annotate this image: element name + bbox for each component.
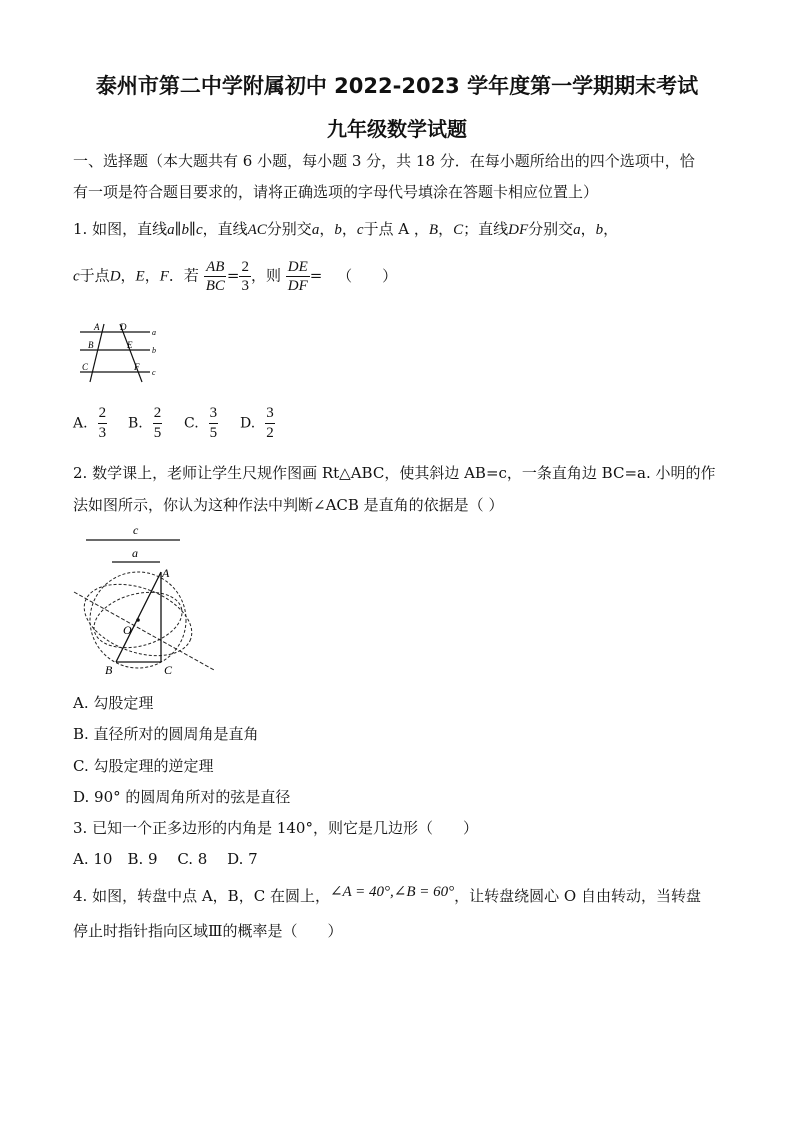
point-label: A: [94, 322, 100, 332]
q1-text: ，: [438, 220, 454, 238]
option-letter: D.: [240, 415, 256, 432]
q1-text: ，则: [250, 266, 281, 285]
q2-line2: 法如图所示，你认为这种作法中判断∠ACB 是直角的依据是（ ）: [73, 496, 504, 514]
fraction-numerator: 2: [153, 404, 163, 424]
point-label: C: [164, 663, 173, 677]
segment-label: a: [132, 546, 138, 560]
point-label: C: [82, 362, 89, 372]
option-fraction: [98, 404, 108, 443]
q1-parallel: a∥b∥c: [167, 222, 203, 238]
option-letter: C.: [184, 415, 199, 432]
q1-var: C: [453, 222, 464, 238]
q1-text: 1. 如图，直线: [73, 220, 168, 238]
q1-line2: [73, 258, 397, 295]
q1-var: b: [595, 222, 604, 238]
q1-text: ，: [341, 220, 357, 238]
q1-text: ．若: [168, 266, 199, 285]
section-instruction-line1: 一、选择题（本大题共有 6 小题，每小题 3 分，共 18 分．在每小题所给出的四个选项中，恰: [73, 152, 695, 170]
q3-question: 3. 已知一个正多边形的内角是 140°，则它是几边形（ ）: [73, 819, 478, 837]
q1-var: b: [334, 222, 342, 238]
fraction-numerator: 3: [209, 404, 219, 424]
q1-ratio-value: [239, 258, 251, 295]
q2-option-b[interactable]: B. 直径所对的圆周角是直角: [73, 725, 259, 743]
fraction-denominator: 3: [98, 425, 107, 441]
q1-text: 于点: [79, 266, 110, 285]
q3-options[interactable]: A. 10 B. 9 C. 8 D. 7: [73, 850, 258, 868]
fraction-denominator: 3: [241, 278, 249, 294]
q1-var: F: [159, 268, 169, 285]
q1-ratio-de-df: [286, 258, 310, 295]
q4-text: 4. 如图，转盘中点 A，B，C 在圆上，: [73, 887, 330, 905]
q1-line-df: DF: [508, 222, 529, 238]
q1-parallel-lines-figure: [78, 318, 158, 388]
fraction-denominator: 2: [266, 425, 274, 441]
q1-var: c: [356, 222, 364, 238]
q1-ratio-ab-bc: [204, 258, 227, 295]
option-fraction: [265, 404, 275, 443]
q1-option-c[interactable]: [184, 404, 218, 443]
q1-var: B: [428, 222, 439, 238]
q1-var: c: [73, 268, 80, 285]
section-instruction-line2: 有一项是符合题目要求的，请将正确选项的字母代号填涂在答题卡相应位置上）: [73, 183, 599, 201]
option-fraction: [153, 404, 163, 443]
line-label: b: [152, 346, 156, 355]
segment-label: c: [133, 523, 139, 537]
q1-text: ，: [144, 266, 160, 285]
option-fraction: [209, 404, 219, 443]
q2-option-c[interactable]: C. 勾股定理的逆定理: [73, 757, 214, 775]
fraction-numerator: 3: [265, 404, 275, 424]
q1-var: E: [135, 268, 145, 285]
point-label: O: [123, 623, 132, 637]
q1-text: ，直线: [202, 220, 248, 238]
exam-title: 泰州市第二中学附属初中 2022-2023 学年度第一学期期末考试: [95, 74, 699, 98]
q1-text: ，: [120, 266, 136, 285]
q1-option-b[interactable]: [128, 404, 162, 443]
q4-line1: [73, 885, 701, 906]
point-label: E: [127, 340, 133, 350]
q1-text: 于点 A ，: [363, 220, 429, 238]
q1-var: D: [109, 268, 121, 285]
q1-text: 分别交: [266, 220, 312, 238]
option-letter: B.: [128, 415, 143, 432]
equals-sign: =: [309, 266, 323, 285]
q1-text: ，: [580, 220, 596, 238]
fraction-numerator: 2: [241, 259, 249, 275]
option-letter: A.: [73, 415, 88, 432]
q4-line2: 停止时指针指向区域Ⅲ的概率是（ ）: [73, 922, 343, 940]
fraction-numerator: 2: [98, 404, 108, 424]
fraction-numerator: DE: [287, 259, 308, 275]
q2-option-a[interactable]: A. 勾股定理: [73, 694, 154, 712]
q2-line1: 2. 数学课上，老师让学生尺规作图画 Rt△ABC，使其斜边 AB=c，一条直角边 BC=a. 小明的作: [73, 464, 716, 482]
q1-option-a[interactable]: [73, 404, 107, 443]
point-label: A: [162, 566, 170, 580]
equals-sign: =: [226, 266, 240, 285]
q1-var: a: [311, 222, 320, 238]
q1-var: a: [573, 222, 581, 238]
q1-option-d[interactable]: [240, 404, 275, 443]
point-label: B: [88, 340, 94, 350]
point-label: F: [134, 362, 140, 372]
q1-text: ，: [603, 220, 619, 238]
q1-text: ；直线: [463, 220, 509, 238]
point-label: B: [105, 663, 113, 677]
q1-text: 分别交: [528, 220, 574, 238]
q1-text: ，: [319, 220, 335, 238]
point-label: D: [120, 322, 127, 332]
line-label: a: [152, 328, 156, 337]
q2-construction-figure: [72, 520, 217, 678]
answer-blank: （ ）: [337, 266, 398, 285]
fraction-denominator: BC: [205, 278, 225, 294]
fraction-denominator: 5: [209, 425, 218, 441]
fraction-denominator: 5: [153, 425, 162, 441]
q1-line-ac: AC: [247, 222, 267, 238]
fraction-denominator: DF: [287, 278, 308, 294]
q2-option-d[interactable]: D. 90° 的圆周角所对的弦是直径: [73, 788, 291, 806]
line-label: c: [152, 368, 156, 377]
exam-subtitle: 九年级数学试题: [327, 117, 467, 141]
fraction-numerator: AB: [206, 259, 225, 275]
q4-angle-formula: ∠A = 40°,∠B = 60°: [329, 884, 455, 900]
q1-line1: [73, 218, 618, 239]
q4-text: ，让转盘绕圆心 O 自由转动，当转盘: [454, 887, 701, 905]
